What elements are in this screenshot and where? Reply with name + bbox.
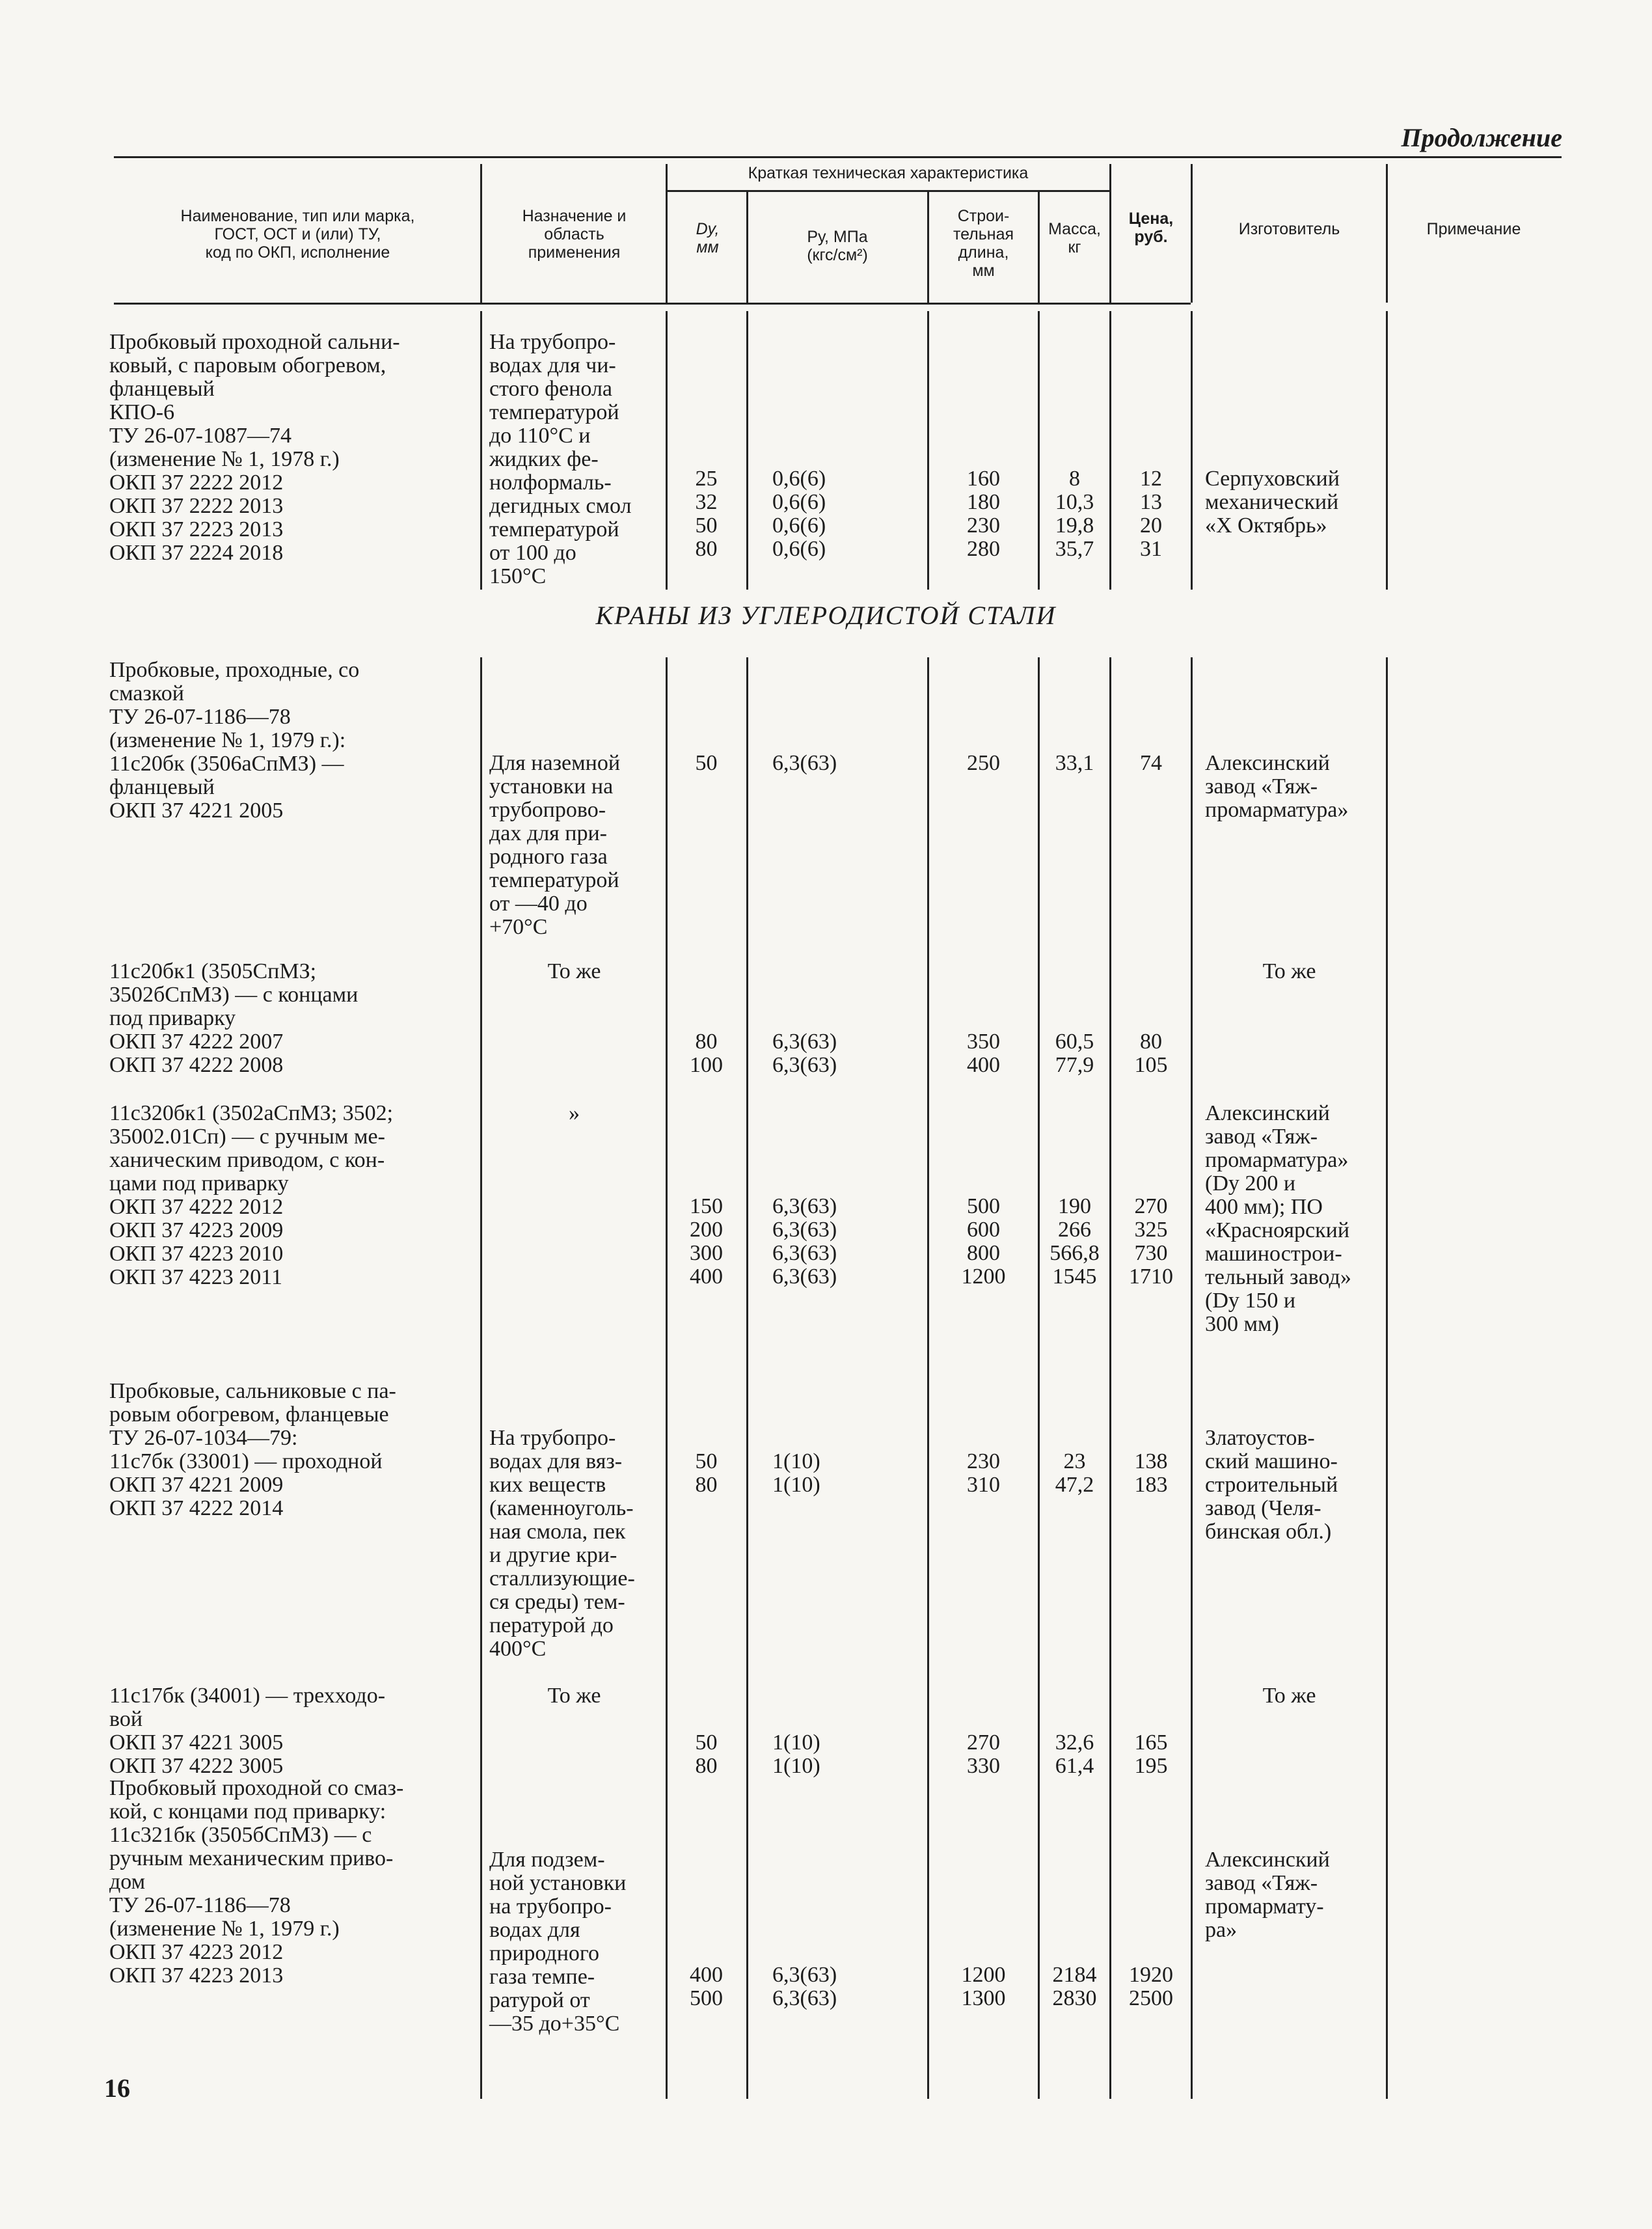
row-length: 270 330	[967, 1730, 1000, 1778]
row-dy: 50 80	[695, 1730, 718, 1778]
row-price: 74	[1140, 751, 1162, 775]
body-col-divider	[1038, 657, 1040, 2099]
row-name: 11с320бк1 (3502аСпМЗ; 3502; 35002.01Сп) — с ручным ме- ханическим приводом, с кон- цами под приварку ОКП 37 4222 2012 ОКП 37 4223 2009 ОКП 37 4223 2010 ОКП 37 4223 2011	[109, 1101, 394, 1289]
row-purpose: Для наземной установки на трубопрово- дах для при- родного газа температурой от —40 до +70°С	[489, 751, 621, 939]
row-price: 138 183	[1134, 1449, 1168, 1497]
row-dy: 150 200 300 400	[690, 1194, 723, 1289]
continuation-label: Продолжение	[1401, 123, 1562, 152]
row-price: 1920 2500	[1129, 1963, 1173, 2010]
row-price: 270 325 730 1710	[1129, 1194, 1173, 1289]
row-dy: 80 100	[690, 1030, 723, 1077]
row-py: 6,3(63) 6,3(63)	[772, 1030, 837, 1077]
row-mass: 190 266 566,8 1545	[1049, 1194, 1100, 1289]
row-mass: 33,1	[1055, 751, 1094, 775]
row-mass: 23 47,2	[1055, 1449, 1094, 1497]
body-col-divider	[1038, 311, 1040, 590]
row-name: 11с20бк1 (3505СпМЗ; 3502бСпМЗ) — с концами под приварку ОКП 37 4222 2007 ОКП 37 4222 2008	[109, 959, 359, 1077]
row-purpose: То же	[547, 1684, 601, 1708]
row-dy: 50 80	[695, 1449, 718, 1497]
header-col-divider	[480, 164, 482, 303]
row-py: 6,3(63) 6,3(63) 6,3(63) 6,3(63)	[772, 1194, 837, 1289]
row-py: 0,6(6) 0,6(6) 0,6(6) 0,6(6)	[772, 467, 826, 561]
section-title: КРАНЫ ИЗ УГЛЕРОДИСТОЙ СТАЛИ	[595, 601, 1057, 630]
row-maker: Златоустов- ский машино- строительный завод (Челя- бинская обл.)	[1205, 1426, 1338, 1544]
row-purpose: Для подзем- ной установки на трубопро- водах для природного газа темпе- ратурой от —35 до+35°С	[489, 1848, 627, 2036]
row-maker: То же	[1262, 959, 1316, 983]
body-col-divider	[746, 657, 748, 2099]
body-col-divider	[480, 311, 482, 590]
header-bottom-rule	[114, 303, 1191, 305]
row-py: 1(10) 1(10)	[772, 1730, 820, 1778]
body-col-divider	[480, 657, 482, 2099]
body-col-divider	[1191, 311, 1193, 590]
header-purpose: Назначение и область применения	[522, 207, 627, 262]
row-purpose: »	[569, 1101, 580, 1125]
row-price: 165 195	[1134, 1730, 1168, 1778]
row-purpose: На трубопро- водах для вяз- ких веществ (каменноуголь- ная смола, пек и другие кри- сталлизующие- ся среды) тем- пературой до 400°С	[489, 1426, 635, 1661]
body-col-divider	[1191, 657, 1193, 2099]
body-col-divider	[1386, 657, 1388, 2099]
row-py: 1(10) 1(10)	[772, 1449, 820, 1497]
row-dy: 400 500	[690, 1963, 723, 2010]
row-mass: 32,6 61,4	[1055, 1730, 1094, 1778]
body-col-divider	[666, 657, 668, 2099]
row-price: 12 13 20 31	[1140, 467, 1162, 561]
row-py: 6,3(63) 6,3(63)	[772, 1963, 837, 2010]
body-col-divider	[666, 311, 668, 590]
header-brief-spec: Краткая техническая характеристика	[748, 164, 1029, 182]
row-maker: Серпуховский механический «Х Октябрь»	[1205, 467, 1340, 538]
header-col-divider	[1191, 164, 1193, 303]
header-col-divider	[1386, 164, 1388, 303]
row-maker: Алексинский завод «Тяж- промармату- ра»	[1205, 1848, 1330, 1942]
row-length: 1200 1300	[961, 1963, 1006, 2010]
body-col-divider	[1109, 311, 1111, 590]
row-dy: 50	[695, 751, 718, 775]
body-col-divider	[1109, 657, 1111, 2099]
header-length: Строи- тельная длина, мм	[953, 207, 1014, 280]
row-name: Пробковый проходной со смаз- кой, с концами под приварку: 11с321бк (3505бСпМЗ) — с ручным механическим приво- дом ТУ 26-07-1186—78 (изменение № 1, 1979 г.) ОКП 37 4223 2012 ОКП 37 4223 2013	[109, 1776, 404, 1988]
header-dy: Dу, мм	[696, 220, 720, 256]
row-name: Пробковые, сальниковые с па- ровым обогревом, фланцевые ТУ 26-07-1034—79: 11с7бк (33001) — проходной ОКП 37 4221 2009 ОКП 37 4222 2014	[109, 1379, 396, 1520]
row-length: 500 600 800 1200	[961, 1194, 1006, 1289]
header-col-divider	[666, 164, 668, 303]
body-col-divider	[1386, 311, 1388, 590]
header-col-divider	[1109, 164, 1111, 303]
row-length: 230 310	[967, 1449, 1000, 1497]
row-name: Пробковый проходной сальни- ковый, с паровым обогревом, фланцевый КПО-6 ТУ 26-07-1087—74 (изменение № 1, 1978 г.) ОКП 37 2222 2012 ОКП 37 2222 2013 ОКП 37 2223 2013 ОКП 37 2224 2018	[109, 330, 400, 565]
table-top-rule	[114, 156, 1562, 158]
brief-spec-rule	[666, 190, 1109, 192]
header-col-divider	[927, 190, 929, 303]
header-name: Наименование, тип или марка, ГОСТ, ОСТ и (или) ТУ, код по ОКП, исполнение	[180, 207, 415, 262]
header-note: Примечание	[1426, 220, 1521, 238]
page-number: 16	[104, 2073, 130, 2103]
header-col-divider	[746, 190, 748, 303]
row-dy: 25 32 50 80	[695, 467, 718, 561]
header-maker: Изготовитель	[1238, 220, 1340, 238]
row-mass: 8 10,3 19,8 35,7	[1055, 467, 1094, 561]
body-col-divider	[746, 311, 748, 590]
row-mass: 2184 2830	[1052, 1963, 1097, 2010]
row-name: Пробковые, проходные, со смазкой ТУ 26-07-1186—78 (изменение № 1, 1979 г.): 11с20бк (3506аСпМЗ) — фланцевый ОКП 37 4221 2005	[109, 658, 360, 823]
row-maker: Алексинский завод «Тяж- промарматура» (Dу 200 и 400 мм); ПО «Красноярский машинострои- тельный завод» (Dу 150 и 300 мм)	[1205, 1101, 1351, 1336]
header-price: Цена, руб.	[1128, 210, 1174, 246]
row-name: 11с17бк (34001) — трехходо- вой ОКП 37 4221 3005 ОКП 37 4222 3005	[109, 1684, 386, 1778]
body-col-divider	[927, 657, 929, 2099]
row-maker: Алексинский завод «Тяж- промарматура»	[1205, 751, 1349, 822]
row-maker: То же	[1262, 1684, 1316, 1708]
body-col-divider	[927, 311, 929, 590]
row-py: 6,3(63)	[772, 751, 837, 775]
row-length: 350 400	[967, 1030, 1000, 1077]
header-mass: Масса, кг	[1048, 220, 1101, 256]
row-purpose: На трубопро- водах для чи- стого фенола температурой до 110°С и жидких фе- нолформаль- дегидных смол температурой от 100 до 150°С	[489, 330, 632, 588]
row-purpose: То же	[547, 959, 601, 983]
header-py: Pу, МПа (кгс/см²)	[807, 228, 868, 264]
row-length: 160 180 230 280	[967, 467, 1000, 561]
header-col-divider	[1038, 190, 1040, 303]
row-mass: 60,5 77,9	[1055, 1030, 1094, 1077]
row-length: 250	[967, 751, 1000, 775]
row-price: 80 105	[1134, 1030, 1168, 1077]
